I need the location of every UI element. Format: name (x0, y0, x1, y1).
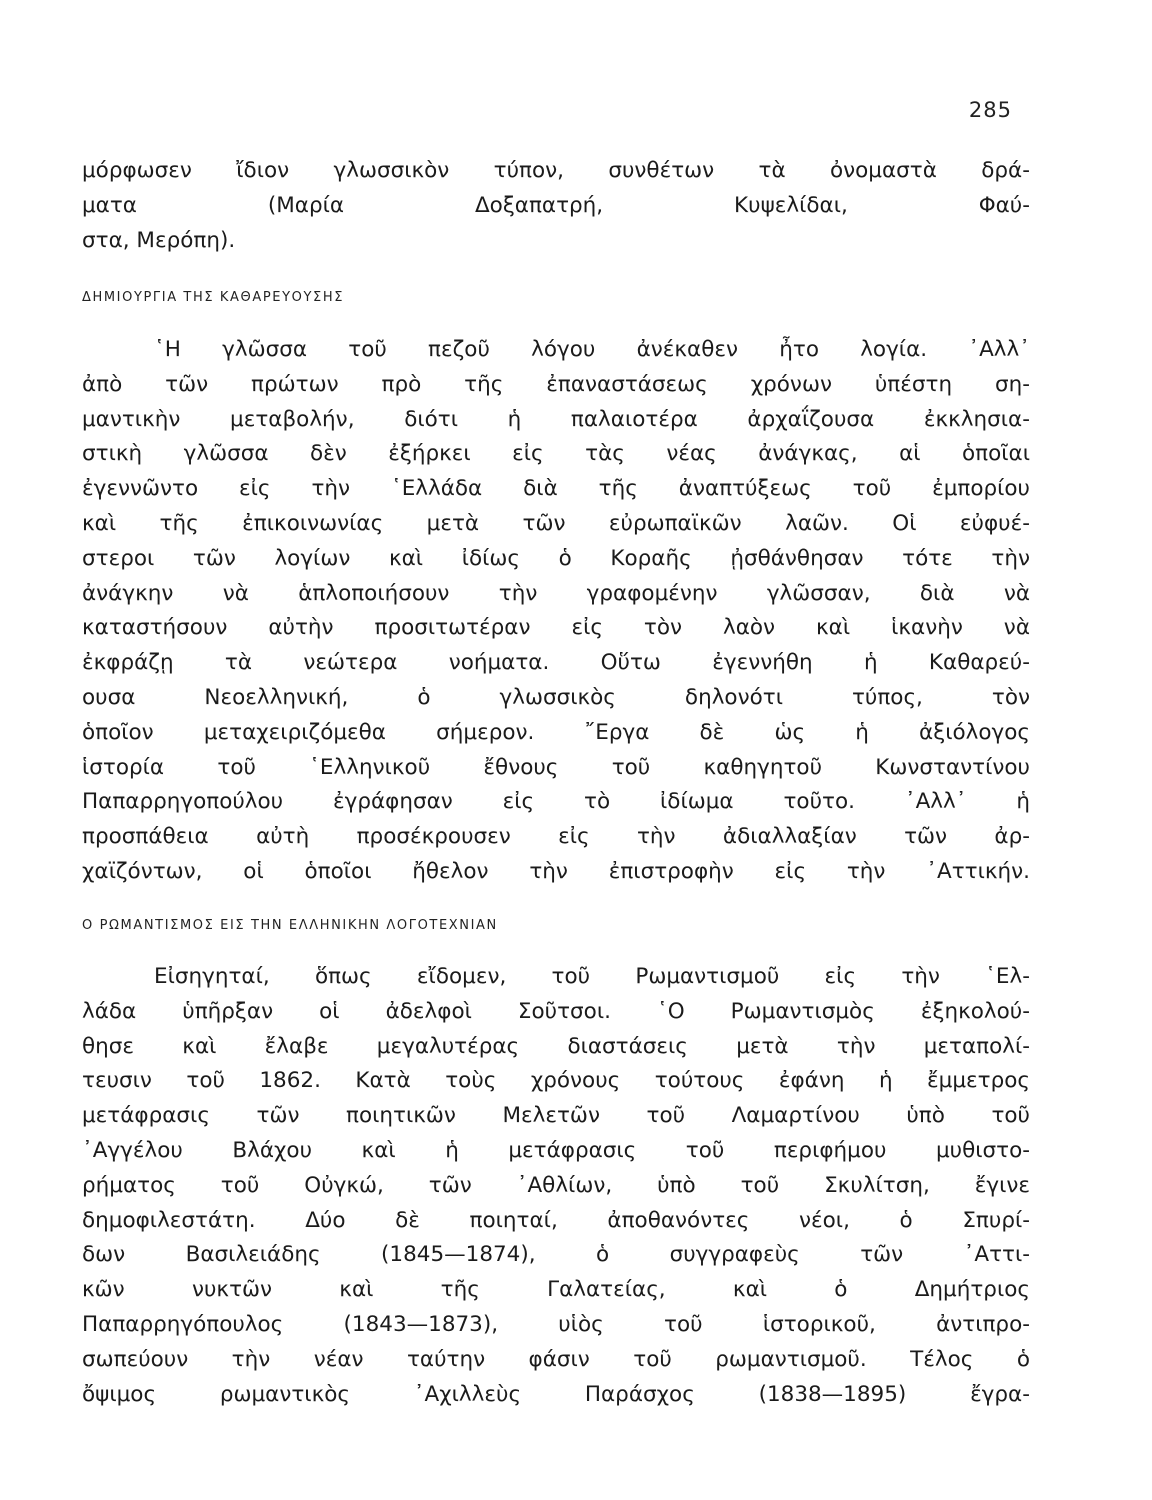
text-line: καταστήσουν αὐτὴν προσιτωτέραν εἰς τὸν λαὸν καὶ ἱκανὴν νὰ (82, 615, 1030, 641)
text-line: λάδα ὑπῆρξαν οἱ ἀδελφοὶ Σοῦτσοι. ῾Ο Ρωμαντισμὸς ἐξηκολού- (82, 998, 1030, 1024)
text-line: ὁποῖον μεταχειριζόμεθα σήμερον. ῎Εργα δὲ ὡς ἡ ἀξιόλογος (82, 719, 1030, 745)
text-line: ρήματος τοῦ Οὐγκώ, τῶν ᾿Αθλίων, ὑπὸ τοῦ Σκυλίτση, ἔγινε (82, 1172, 1030, 1198)
text-line: δων Βασιλειάδης (1845—1874), ὁ συγγραφεὺς τῶν ᾿Αττι- (82, 1242, 1030, 1268)
text-line: στα, Μερόπη). (82, 227, 236, 253)
text-line: δημοφιλεστάτη. Δύο δὲ ποιηταί, ἀποθανόντες νέοι, ὁ Σπυρί- (82, 1207, 1030, 1233)
text-line: Εἰσηγηταί, ὅπως εἴδομεν, τοῦ Ρωμαντισμοῦ εἰς τὴν ῾Ελ- (154, 964, 1030, 989)
text-line: ἀνάγκην νὰ ἁπλοποιήσουν τὴν γραφομένην γλῶσσαν, διὰ νὰ (82, 580, 1030, 606)
paragraph-romanticism (82, 960, 1030, 1412)
text-line: σωπεύουν τὴν νέαν ταύτην φάσιν τοῦ ρωμαντισμοῦ. Τέλος ὁ (82, 1346, 1030, 1372)
text-line: μαντικὴν μεταβολήν, διότι ἡ παλαιοτέρα ἀρχαΐζουσα ἐκκλησια- (82, 406, 1030, 432)
text-line: καὶ τῆς ἐπικοινωνίας μετὰ τῶν εὐρωπαϊκῶν λαῶν. Οἱ εὐφυέ- (82, 510, 1030, 536)
text-line: ἱστορία τοῦ ῾Ελληνικοῦ ἔθνους τοῦ καθηγητοῦ Κωνσταντίνου (82, 754, 1030, 780)
text-line: ἐγεννῶντο εἰς τὴν ῾Ελλάδα διὰ τῆς ἀναπτύξεως τοῦ ἐμπορίου (82, 476, 1030, 502)
text-line: μόρφωσεν ἴδιον γλωσσικὸν τύπον, συνθέτων τὰ ὀνομαστὰ δρά- (82, 158, 1030, 183)
text-line: ουσα Νεοελληνική, ὁ γλωσσικὸς δηλονότι τύπος, τὸν (82, 684, 1030, 710)
section-heading-romanticism: Ο ΡΩΜΑΝΤΙΣΜΟΣ ΕΙΣ ΤΗΝ ΕΛΛΗΝΙΚΗΝ ΛΟΓΟΤΕΧΝΙΑΝ (82, 918, 498, 933)
paragraph-continuation (82, 154, 1030, 258)
text-line: Παπαρρηγοπούλου ἐγράφησαν εἰς τὸ ἰδίωμα τοῦτο. ᾿Αλλ᾿ ἡ (82, 789, 1030, 815)
text-line: ἀπὸ τῶν πρώτων πρὸ τῆς ἐπαναστάσεως χρόνων ὑπέστη ση- (82, 371, 1030, 397)
text-line: ᾿Αγγέλου Βλάχου καὶ ἡ μετάφρασις τοῦ περιφήμου μυθιστο- (82, 1137, 1030, 1163)
text-line: προσπάθεια αὐτὴ προσέκρουσεν εἰς τὴν ἀδιαλλαξίαν τῶν ἀρ- (82, 824, 1030, 850)
text-line: ῾Η γλῶσσα τοῦ πεζοῦ λόγου ἀνέκαθεν ἦτο λογία. ᾿Αλλ᾿ (154, 337, 1030, 362)
text-line: θησε καὶ ἔλαβε μεγαλυτέρας διαστάσεις μετὰ τὴν μεταπολί- (82, 1033, 1030, 1059)
section-heading-katharevousa: ΔΗΜΙΟΥΡΓΙΑ ΤΗΣ ΚΑΘΑΡΕΥΟΥΣΗΣ (82, 290, 345, 305)
text-line: μετάφρασις τῶν ποιητικῶν Μελετῶν τοῦ Λαμαρτίνου ὑπὸ τοῦ (82, 1103, 1030, 1129)
text-line: ἐκφράζῃ τὰ νεώτερα νοήματα. Οὕτω ἐγεννήθη ἡ Καθαρεύ- (82, 650, 1030, 676)
page-number: 285 (968, 98, 1012, 122)
text-line: στεροι τῶν λογίων καὶ ἰδίως ὁ Κοραῆς ᾐσθάνθησαν τότε τὴν (82, 545, 1030, 571)
text-line: ματα (Μαρία Δοξαπατρή, Κυψελίδαι, Φαύ- (82, 192, 1030, 218)
text-line: τευσιν τοῦ 1862. Κατὰ τοὺς χρόνους τούτους ἐφάνη ἡ ἔμμετρος (82, 1068, 1030, 1094)
paragraph-katharevousa (82, 333, 1030, 890)
text-line: στικὴ γλῶσσα δὲν ἐξήρκει εἰς τὰς νέας ἀνάγκας, αἱ ὁποῖαι (82, 441, 1030, 467)
text-line: ὄψιμος ρωμαντικὸς ᾿Αχιλλεὺς Παράσχος (1838—1895) ἔγρα- (82, 1381, 1030, 1407)
text-line: κῶν νυκτῶν καὶ τῆς Γαλατείας, καὶ ὁ Δημήτριος (82, 1277, 1030, 1303)
text-line: χαϊζόντων, οἱ ὁποῖοι ἤθελον τὴν ἐπιστροφὴν εἰς τὴν ᾿Αττικήν. (82, 858, 1030, 884)
text-line: Παπαρρηγόπουλος (1843—1873), υἱὸς τοῦ ἱστορικοῦ, ἀντιπρο- (82, 1311, 1030, 1337)
